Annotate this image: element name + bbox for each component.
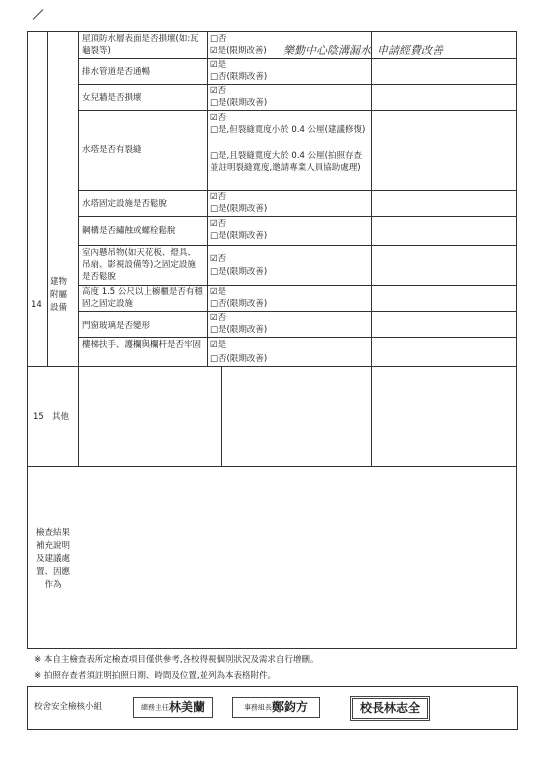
option-row5-a[interactable]: ☑否 <box>210 219 227 229</box>
item-suspended-objects: 室內懸吊物(如天花板、燈具、吊扇、影視設備等)之固定設施是否鬆脫 <box>82 248 196 282</box>
option-row0-b[interactable]: ☑是(限期改善) <box>210 46 267 56</box>
option-row4-a[interactable]: ☑否 <box>210 192 227 202</box>
section-15-number: 15 <box>33 412 44 422</box>
handwritten-remark: 申請經費改善 <box>377 44 443 57</box>
item-stair-handrail: 樓梯扶手、護欄與欄杆是否牢固 <box>82 340 202 350</box>
option-row6-b[interactable]: □是(限期改善) <box>210 267 268 277</box>
stamp2-prefix: 事務組長 <box>243 703 272 712</box>
option-row6-a[interactable]: ☑否 <box>210 254 227 264</box>
item-window-glass: 門窗玻璃是否變形 <box>82 321 151 331</box>
option-row4-b[interactable]: □是(限期改善) <box>210 204 268 214</box>
option-row9-a[interactable]: ☑是 <box>210 340 227 350</box>
item-parapet: 女兒牆是否損壞 <box>82 93 142 103</box>
stamp-affairs-leader <box>232 697 320 718</box>
option-row5-b[interactable]: □是(限期改善) <box>210 231 268 241</box>
item-steel-rust: 鋼構是否繡蝕或螺栓鬆脫 <box>82 226 176 236</box>
option-row9-b[interactable]: □否(限期改善) <box>210 354 268 364</box>
option-row2-b[interactable]: □是(限期改善) <box>210 98 268 108</box>
option-row1-b[interactable]: □否(限期改善) <box>210 72 268 82</box>
option-row2-a[interactable]: ☑否 <box>210 86 227 96</box>
option-row8-a[interactable]: ☑否 <box>210 313 227 323</box>
stamp1-prefix: 總務主任 <box>140 703 169 712</box>
supplement-title: 檢查結果補充說明及建議處置、因應作為 <box>35 528 70 590</box>
option-row8-b[interactable]: □是(限期改善) <box>210 325 268 335</box>
option-row3-a[interactable]: ☑否 <box>210 113 227 123</box>
note-1: ※ 本自主檢查表所定檢查項目僅供參考,各校得視個別狀況及需求自行增刪。 <box>34 655 319 665</box>
stamp-general-affairs-director <box>133 697 213 718</box>
option-row7-a[interactable]: ☑是 <box>210 287 227 297</box>
stamp-principal: 校長林志全 <box>350 696 430 721</box>
signature-label: 校舍安全檢核小組 <box>34 702 103 712</box>
stamp2-name: 鄭鈞方 <box>271 700 308 714</box>
section-14-number: 14 <box>31 300 42 310</box>
item-water-tower-fixture: 水塔固定設施是否鬆脫 <box>82 199 168 209</box>
option-row3-b[interactable]: □是,但裂縫寬度小於 0.4 公厘(建議修復) <box>210 125 366 135</box>
scan-mark <box>33 9 44 20</box>
item-cabinet-fixture: 高度 1.5 公尺以上櫥櫃是否有穩固之固定設施 <box>82 287 203 309</box>
option-row0-a[interactable]: □否 <box>210 34 227 44</box>
stamp1-name: 林美蘭 <box>168 700 205 714</box>
option-row7-b[interactable]: □否(限期改善) <box>210 299 268 309</box>
handwritten-note: 樂勤中心陰溝漏水 <box>283 44 371 57</box>
option-row3-c[interactable]: □是,且裂縫寬度大於 0.4 公厘(拍照存查並註明裂縫寬度,邀請專業人員協助處理) <box>210 151 362 173</box>
option-row1-a[interactable]: ☑是 <box>210 60 227 70</box>
item-drainage: 排水管道是否通暢 <box>82 67 151 77</box>
item-roof-waterproof: 屋頂防水層表面是否損壞(如:瓦龜裂等) <box>82 34 199 56</box>
item-water-tower-crack: 水塔是否有裂縫 <box>82 145 142 155</box>
note-2: ※ 拍照存查者須註明拍照日期、時間及位置,並列為本表格附件。 <box>34 671 277 681</box>
section-15-title: 其他 <box>52 412 70 422</box>
section-14-title: 建物附屬設備 <box>50 277 68 313</box>
